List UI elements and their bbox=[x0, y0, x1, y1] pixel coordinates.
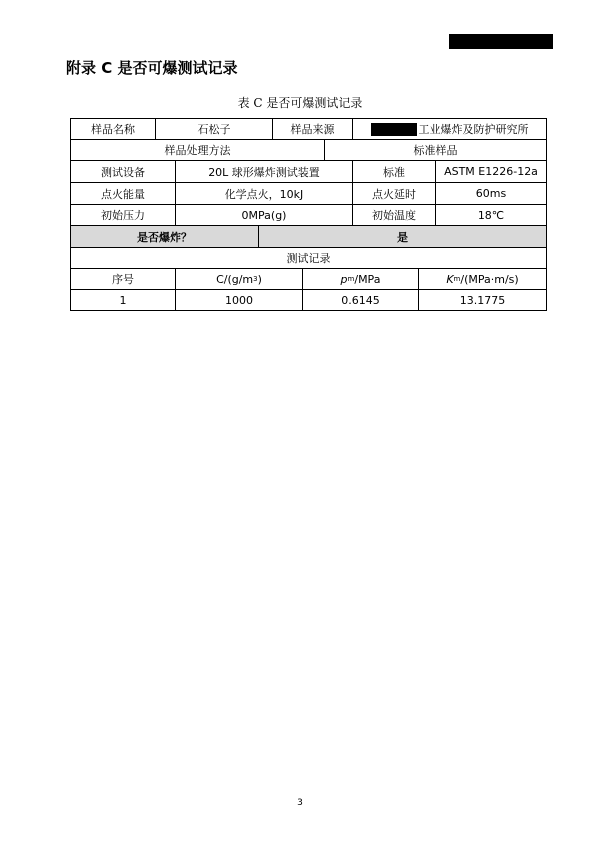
sample-source-label: 样品来源 bbox=[273, 119, 353, 140]
ignition-energy-value: 化学点火，10kJ bbox=[176, 183, 353, 205]
standard-value: ASTM E1226-12a bbox=[436, 161, 546, 183]
redaction-bar-top bbox=[449, 34, 553, 49]
sample-name-value: 石松子 bbox=[156, 119, 273, 140]
sample-source-value: 工业爆炸及防护研究所 bbox=[418, 123, 529, 136]
record-index: 1 bbox=[71, 290, 176, 310]
initial-temperature-value: 18℃ bbox=[436, 205, 546, 226]
initial-pressure-value: 0MPa(g) bbox=[176, 205, 353, 226]
standard-label: 标准 bbox=[353, 161, 436, 183]
page-number: 3 bbox=[297, 798, 303, 808]
col-header-index: 序号 bbox=[71, 269, 176, 290]
record-pm: 0.6145 bbox=[303, 290, 419, 310]
table-caption: 表 C 是否可爆测试记录 bbox=[237, 96, 363, 110]
col-header-pm: p m /MPa bbox=[303, 269, 419, 290]
processing-method-value: 标准样品 bbox=[325, 140, 546, 161]
test-record-heading: 测试记录 bbox=[71, 248, 546, 269]
initial-temperature-label: 初始温度 bbox=[353, 205, 436, 226]
processing-method-label: 样品处理方法 bbox=[71, 140, 325, 161]
record-km: 13.1775 bbox=[459, 293, 506, 307]
explosive-answer: 是 bbox=[259, 226, 546, 248]
initial-pressure-label: 初始压力 bbox=[71, 205, 176, 226]
test-record-table bbox=[70, 118, 547, 311]
explosive-question: 是否爆炸？ bbox=[71, 226, 259, 248]
record-concentration: 1000 bbox=[176, 290, 303, 310]
equipment-label: 测试设备 bbox=[71, 161, 176, 183]
equipment-value: 20L 球形爆炸测试装置 bbox=[176, 161, 353, 183]
sample-source-cell bbox=[353, 119, 546, 140]
appendix-title: 附录 C 是否可爆测试记录 bbox=[66, 59, 238, 77]
ignition-delay-value: 60ms bbox=[436, 183, 546, 205]
ignition-delay-label: 点火延时 bbox=[353, 183, 436, 205]
ignition-energy-label: 点火能量 bbox=[71, 183, 176, 205]
col-header-km: K m /(MPa·m/s) bbox=[419, 269, 546, 290]
col-header-concentration: C/(g/m 3 ) bbox=[176, 269, 303, 290]
sample-name-label: 样品名称 bbox=[71, 119, 156, 140]
redaction-bar-inline bbox=[371, 123, 417, 136]
